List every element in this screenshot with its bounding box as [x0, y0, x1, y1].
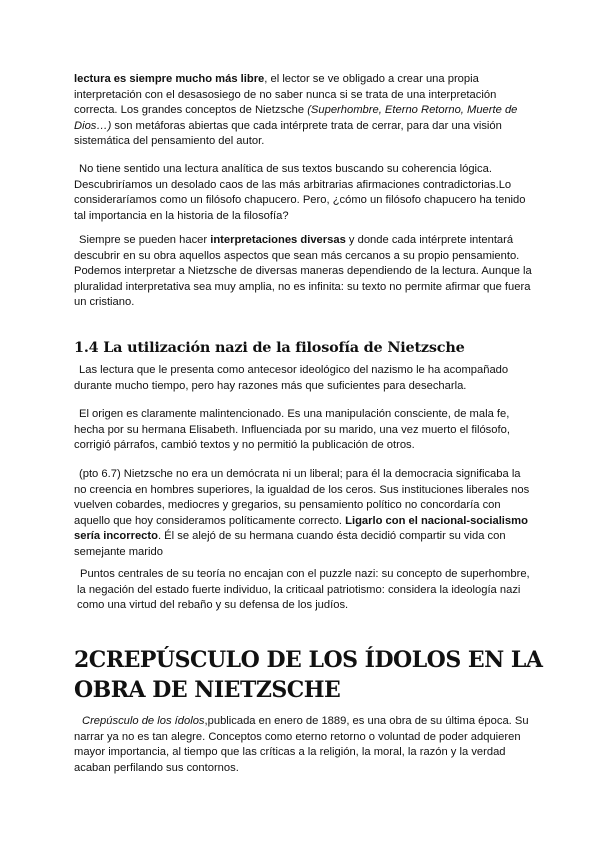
paragraph-reading-freedom: [74, 72, 534, 150]
paragraph-text: y donde cada intérprete intentará descubrir en su obra aquellos aspectos que sean más cercanos a su propio pensamiento. Podemos interpretar a Nietzsche de diversas maneras dependiendo de la lectura. Aunque la pluralidad interpretativa sea muy amplia, no es infinita: su texto no permite afirmar que fuera un cristiano.: [74, 234, 532, 309]
paragraph-text: , el lector se ve obligado a crear una propia interpretación con el desasosiego de no saber nunca si se trata de una interpretación correcta. Los grandes conceptos de Nietzsche: [74, 73, 497, 117]
paragraph-text: (pto 6.7) Nietzsche no era un demócrata ni un liberal; para él la democracia significaba la no creencia en hombres superiores, la igualdad de los ceros. Sus instituciones liberales nos vuelven cobardes, mediocres y gregarios, su pensamiento político no concordaría con aquello que hoy consideramos políticamente correcto.: [74, 468, 530, 527]
paragraph-central-points: [77, 567, 537, 614]
paragraph-text: El origen es claramente malintencionado. Es una manipulación consciente, de mala fe, hecha por su hermana Elisabeth. Influenciada por su marido, una vez muerto el filósofo, corrigió párrafos, cambió textos y no permitió la publicación de otros.: [74, 408, 510, 452]
paragraph-text: son metáforas abiertas que cada intérprete trata de cerrar, para dar una visión sistemática del pensamiento del autor.: [74, 119, 502, 148]
bold-phrase: Ligarlo con el nacional-socialismo sería incorrecto: [74, 514, 528, 543]
bold-phrase: interpretaciones diversas: [210, 234, 346, 246]
paragraph-not-democrat: [74, 467, 534, 561]
bold-phrase: lectura es siempre mucho más libre: [74, 73, 265, 85]
paragraph-text: ,publicada en enero de 1889, es una obra de su última época. Su narrar ya no es tan alegre. Conceptos como eterno retorno o voluntad de poder adquieren mayor importancia, al tiempo que las críticas a la religión, la moral, la razón y la verdad acaban perfilando sus contornos.: [74, 715, 529, 774]
paragraph-text: Las lectura que le presenta como antecesor ideológico del nazismo le ha acompañado durante mucho tiempo, pero hay razones más que suficientes para desecharla.: [74, 364, 509, 392]
paragraph-origin: [74, 407, 534, 454]
italic-phrase: (Superhombre, Eterno Retorno, Muerte de Dios…): [74, 104, 518, 132]
italic-phrase: Crepúsculo de los ídolos: [82, 715, 205, 727]
paragraph-analytic-reading: [74, 162, 534, 224]
paragraph-twilight-idols: [74, 714, 534, 776]
paragraph-text: Puntos centrales de su teoría no encajan con el puzzle nazi: su concepto de superhombre, la negación del estado fuerte individuo, la criticaal patriotismo: considera la ideología nazi como una virtud del rebaño y su defensa de los judíos.: [77, 568, 530, 612]
paragraph-text: Siempre se pueden hacer: [79, 234, 211, 246]
section-heading: 1.4 La utilización nazi de la filosofía de Nietzsche: [74, 339, 465, 356]
paragraph-diverse-interpretations: [74, 233, 534, 311]
chapter-heading: 2CREPÚSCULO DE LOS ÍDOLOS EN LA OBRA DE NIETZSCHE: [74, 647, 543, 703]
paragraph-text: . Él se alejó de su hermana cuando ésta decidió compartir su vida con semejante marido: [74, 530, 506, 558]
paragraph-nazi-reading: [74, 363, 534, 394]
paragraph-text: No tiene sentido una lectura analítica de sus textos buscando su coherencia lógica. Descubriríamos un desolado caos de las más arbitrarias afirmaciones contradictorias.Lo consideraríamos como un filósofo chapucero. Pero, ¿cómo un filósofo chapucero ha tenido tal importancia en la historia de la filosofía?: [74, 163, 526, 222]
